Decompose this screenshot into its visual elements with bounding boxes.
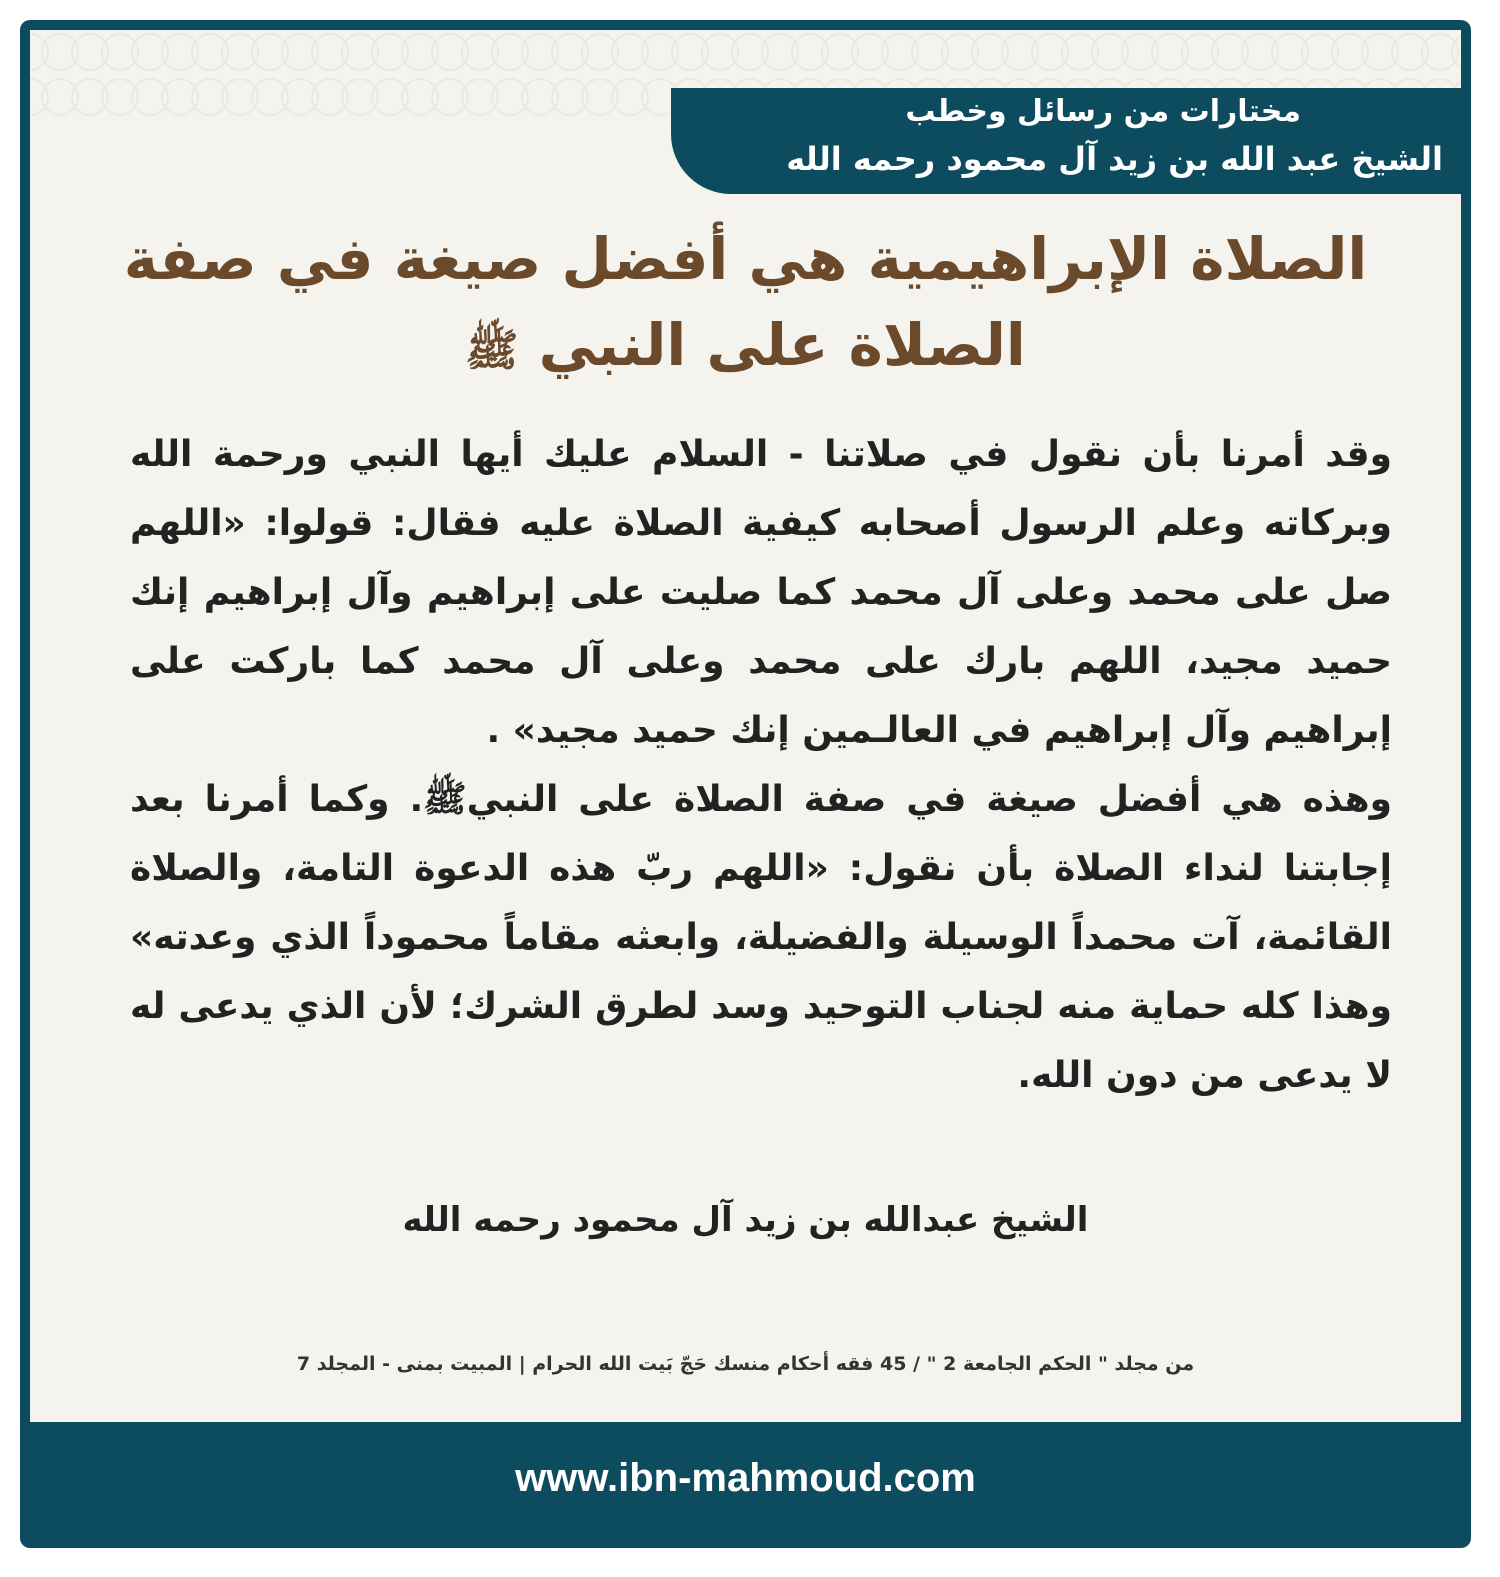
paragraph-2-part-1: وهذه هي أفضل صيغة في صفة الصلاة على النبي — [466, 779, 1392, 820]
header-banner — [671, 88, 1461, 194]
article-body — [130, 420, 1392, 1110]
page-title — [90, 216, 1401, 394]
header-subtitle: مختارات من رسائل وخطب — [905, 94, 1301, 129]
footer-bar — [30, 1422, 1461, 1548]
title-line-2 — [90, 302, 1401, 394]
website-link[interactable]: www.ibn-mahmoud.com — [515, 1456, 976, 1500]
author-signature: الشيخ عبدالله بن زيد آل محمود رحمه الله — [402, 1200, 1089, 1240]
header-author: الشيخ عبد الله بن زيد آل محمود رحمه الله — [786, 140, 1443, 178]
content-card — [30, 30, 1461, 1422]
source-citation: من مجلد " الحكم الجامعة 2 " / 45 فقه أحكام منسك حَجّ بَيت الله الحرام | المبيت بمنى - المجلد 7 — [296, 1353, 1195, 1375]
salawat-inline-glyph: ﷺ — [423, 779, 467, 820]
salawat-glyph: ﷺ — [465, 325, 519, 376]
paragraph-1: وقد أمرنا بأن نقول في صلاتنا - السلام عليك أيها النبي ورحمة الله وبركاته وعلم الرسول أصحابه كيفية الصلاة عليه فقال: قولوا: «اللهم صل على محمد وعلى آل محمد كما صليت على إبراهيم وآل إبراهيم إنك حميد مجيد، اللهم بارك على محمد وعلى آل محمد كما باركت على إبراهيم وآل إبراهيم في العالـمين إنك حميد مجيد» . — [130, 434, 1392, 751]
paragraph-2-part-2: . وكما أمرنا بعد إجابتنا لنداء الصلاة بأن نقول: «اللهم ربّ هذه الدعوة التامة، والصلاة القائمة، آت محمداً الوسيلة والفضيلة، وابعثه مقاماً محموداً الذي وعدته» وهذا كله حماية منه لجناب التوحيد وسد لطرق الشرك؛ لأن الذي يدعى له لا يدعى من دون الله. — [130, 779, 1392, 1096]
title-line-1: الصلاة الإبراهيمية هي أفضل صيغة في صفة — [123, 225, 1368, 293]
paragraph-2 — [130, 765, 1392, 1110]
title-line-2-text: الصلاة على النبي — [538, 311, 1026, 379]
